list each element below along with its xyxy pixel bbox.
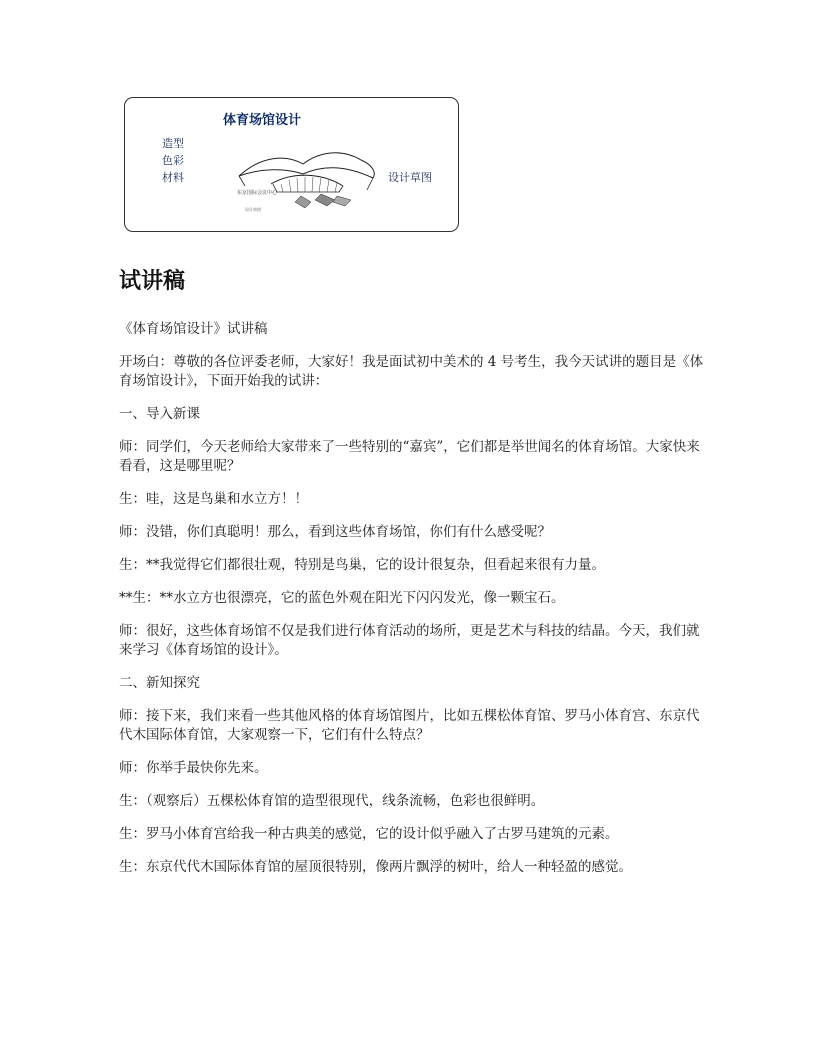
paragraph: 师：你举手最快你先来。	[119, 760, 268, 776]
paragraph: 师：没错，你们真聪明！那么，看到这些体育场馆，你们有什么感受呢？	[119, 524, 551, 540]
paragraph: 生：**我觉得它们都很壮观，特别是鸟巢，它的设计很复杂，但看起来很有力量。	[119, 557, 605, 573]
figure-topic-item: 造型	[162, 137, 184, 150]
figure-title: 体育场馆设计	[223, 113, 302, 128]
paragraph: 生：东京代代木国际体育馆的屋顶很特别，像两片飘浮的树叶，给人一种轻盈的感觉。	[119, 859, 632, 875]
figure-sketch-label: 设计草图	[388, 171, 432, 184]
figure-tiny-caption: 东京国际会议中心	[237, 190, 278, 196]
paragraph: 生：哇，这是鸟巢和水立方！！	[119, 491, 308, 507]
paragraph: 师：同学们，今天老师给大家带来了一些特别的“嘉宾”，它们都是举世闻名的体育场馆。大家快来看看，这是哪里呢？	[119, 439, 700, 474]
figure-topic-item: 色彩	[162, 154, 184, 167]
paragraph: 生：罗马小体育宫给我一种古典美的感觉，它的设计似乎融入了古罗马建筑的元素。	[119, 826, 619, 842]
figure-topic-list	[162, 135, 184, 186]
paragraph: 开场白：尊敬的各位评委老师，大家好！我是面试初中美术的 4 号考生，我今天试讲的题目是《体育场馆设计》，下面开始我的试讲：	[119, 354, 704, 389]
paragraph: 《体育场馆设计》试讲稿	[119, 321, 268, 337]
figure-tiny-caption: 设计草图	[245, 207, 261, 212]
paragraph: 生：（观察后）五棵松体育馆的造型很现代，线条流畅，色彩也很鲜明。	[119, 793, 545, 809]
document-body	[119, 320, 709, 891]
figure-topic-item: 材料	[162, 171, 184, 184]
paragraph: 师：接下来，我们来看一些其他风格的体育场馆图片，比如五棵松体育馆、罗马小体育宫、东京代代木国际体育馆，大家观察一下，它们有什么特点？	[119, 708, 700, 743]
paragraph: 二、新知探究	[119, 675, 200, 691]
paragraph: 师：很好，这些体育场馆不仅是我们进行体育活动的场所，更是艺术与科技的结晶。今天，我们就来学习《体育场馆的设计》。	[119, 623, 700, 658]
slide-figure	[124, 97, 459, 232]
document-heading: 试讲稿	[119, 269, 186, 294]
paragraph: **生：**水立方也很漂亮，它的蓝色外观在阳光下闪闪发光，像一颗宝石。	[119, 590, 565, 606]
paragraph: 一、导入新课	[119, 406, 200, 422]
